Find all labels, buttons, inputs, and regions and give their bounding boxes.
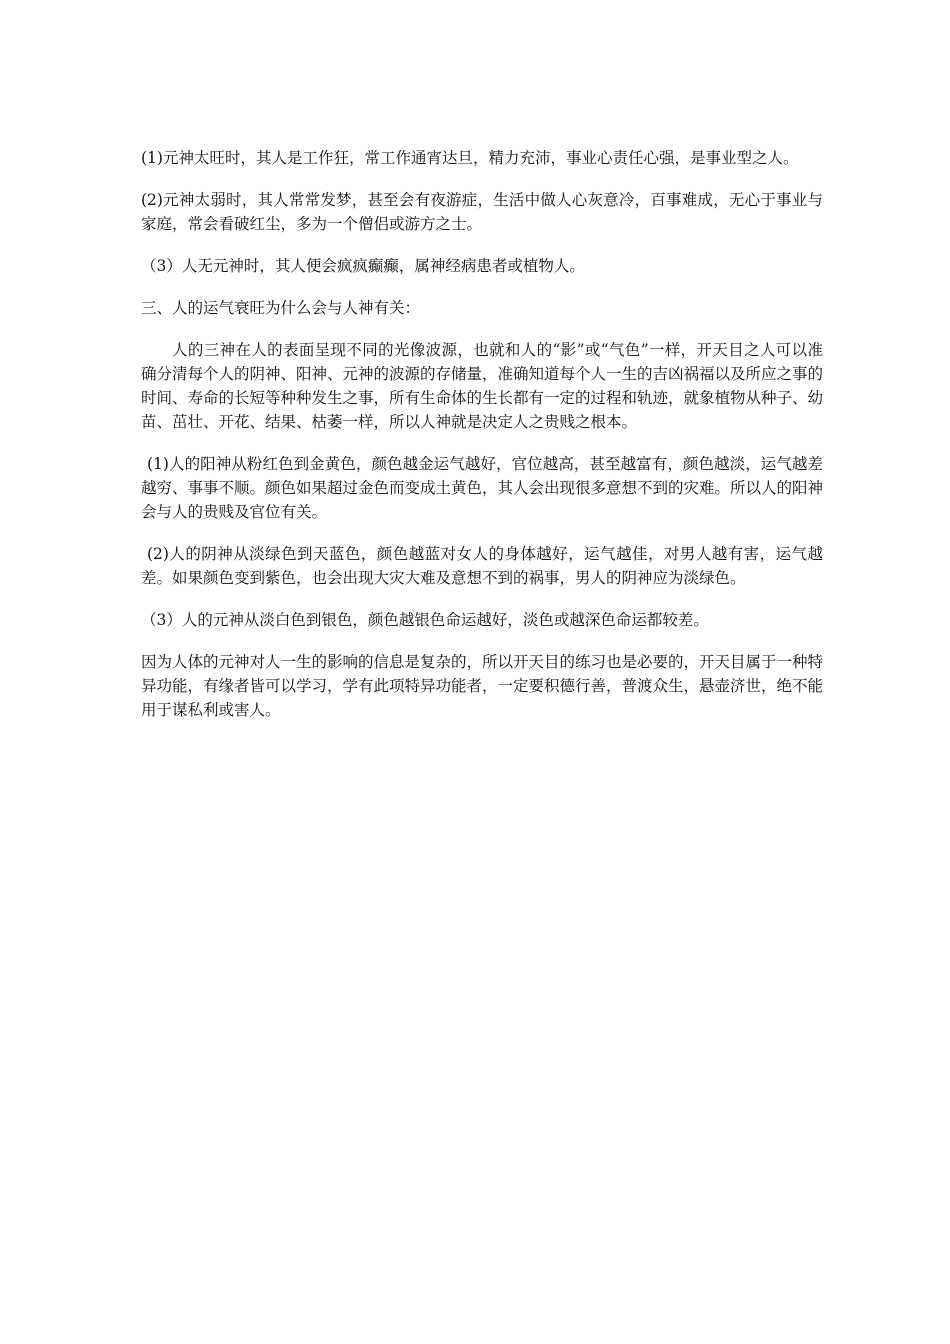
paragraph-no-yuanshen: （3）人无元神时，其人便会疯疯癫癫，属神经病患者或植物人。 xyxy=(141,257,585,275)
paragraph-yangshen: (1)人的阳神从粉红色到金黄色，颜色越金运气越好，官位越高，甚至越富有，颜色越淡，运气越差越穷、事事不顺。颜色如果超过金色而变成土黄色，其人会出现很多意想不到的灾难。所以人的阳神会与人的贵贱及官位有关。 xyxy=(141,455,824,521)
paragraph-yinshen: (2)人的阴神从淡绿色到天蓝色，颜色越蓝对女人的身体越好，运气越佳，对男人越有害，运气越差。如果颜色变到紫色，也会出现大灾大难及意想不到的祸事，男人的阴神应为淡绿色。 xyxy=(141,545,823,587)
paragraph-yuanshen-weak: (2)元神太弱时，其人常常发梦，甚至会有夜游症，生活中做人心灰意冷，百事难成，无心于事业与家庭，常会看破红尘，多为一个僧侣或游方之士。 xyxy=(141,191,823,233)
paragraph-yuanshen-color: （3）人的元神从淡白色到银色，颜色越银色命运越好，淡色或越深色命运都较差。 xyxy=(141,611,709,629)
paragraph-conclusion: 因为人体的元神对人一生的影响的信息是复杂的，所以开天目的练习也是必要的，开天目属于一种特异功能，有缘者皆可以学习，学有此项特异功能者，一定要积德行善，普渡众生，悬壶济世，绝不能用于谋私利或害人。 xyxy=(141,653,824,719)
document-page xyxy=(141,146,823,740)
paragraph-yuanshen-strong: (1)元神太旺时，其人是工作狂，常工作通宵达旦，精力充沛，事业心责任心强，是事业型之人。 xyxy=(141,149,799,167)
section-heading-three: 三、人的运气衰旺为什么会与人神有关： xyxy=(141,299,421,317)
paragraph-three-spirits: 人的三神在人的表面呈现不同的光像波源，也就和人的“影”或“气色”一样，开天目之人可以准确分清每个人的阴神、阳神、元神的波源的存储量，准确知道每个人一生的吉凶祸福以及所应之事的时间、寿命的长短等种种发生之事，所有生命体的生长都有一定的过程和轨迹，就象植物从种子、幼苗、茁壮、开花、结果、枯萎一样，所以人神就是决定人之贵贱之根本。 xyxy=(141,341,824,431)
